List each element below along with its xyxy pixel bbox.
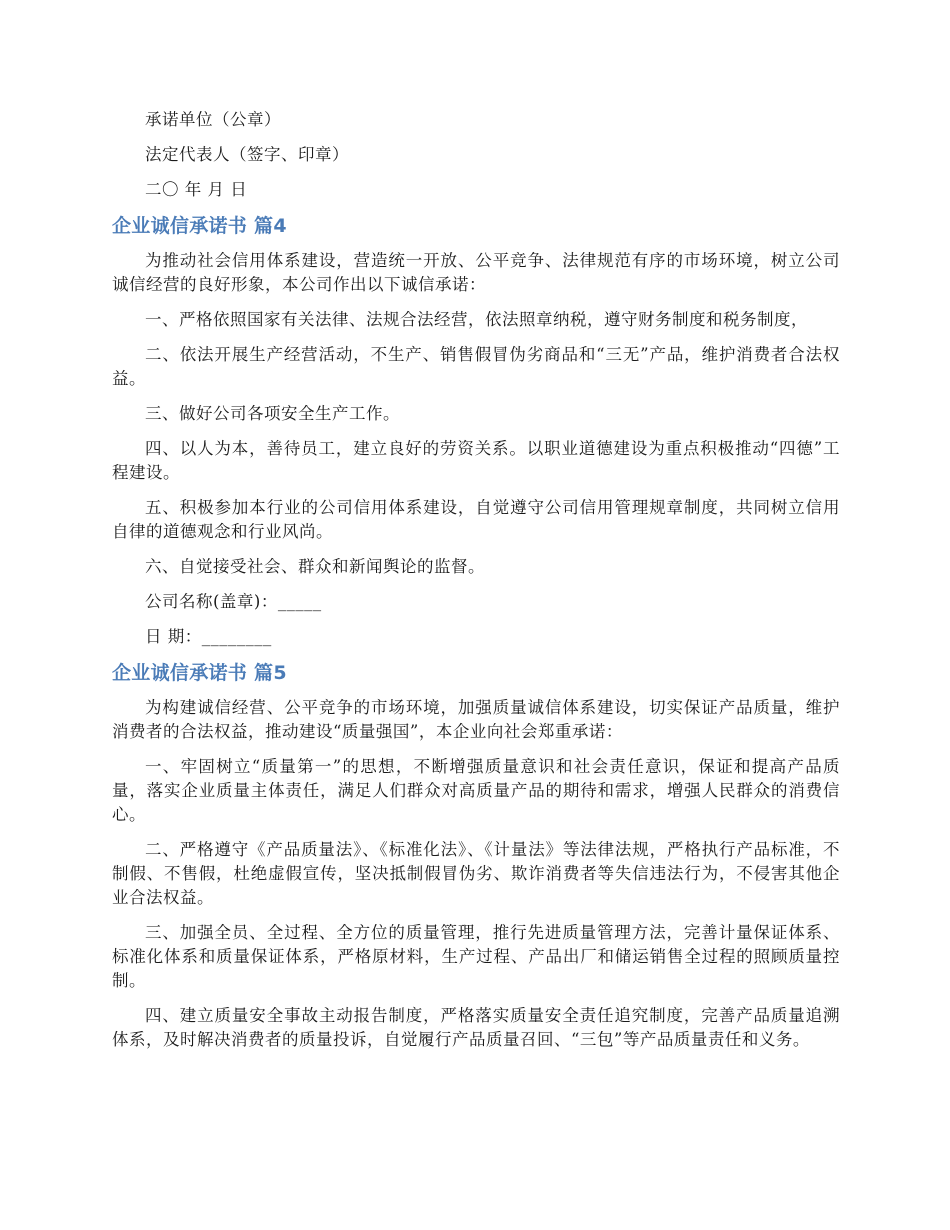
section4-item-4: 四、以人为本，善待员工，建立良好的劳资关系。以职业道德建设为重点积极推动“四德”工程建设。	[112, 439, 840, 482]
date-line: 二〇 年 月 日	[145, 180, 248, 199]
section5-item-3: 三、加强全员、全过程、全方位的质量管理，推行先进质量管理方法，完善计量保证体系、标准化体系和质量保证体系，严格原材料，生产过程、产品出厂和储运销售全过程的照顾质量控制。	[112, 923, 840, 990]
section-heading-4: 企业诚信承诺书 篇4	[112, 215, 287, 237]
section4-item-5: 五、积极参加本行业的公司信用体系建设，自觉遵守公司信用管理规章制度，共同树立信用自律的道德观念和行业风尚。	[112, 498, 840, 541]
section4-item-3: 三、做好公司各项安全生产工作。	[145, 404, 400, 423]
section-heading-5: 企业诚信承诺书 篇5	[112, 662, 287, 684]
company-name-field: 公司名称(盖章)：_____	[145, 592, 322, 611]
legal-representative-line: 法定代表人（签字、印章）	[145, 145, 349, 164]
section5-item-1: 一、牢固树立“质量第一”的思想，不断增强质量意识和社会责任意识，保证和提高产品质量，落实企业质量主体责任，满足人们群众对高质量产品的期待和需求，增强人民群众的消费信心。	[112, 757, 840, 824]
signature-unit-line: 承诺单位（公章）	[145, 110, 281, 129]
document-page	[112, 108, 840, 1063]
section4-item-1: 一、严格依照国家有关法律、法规合法经营，依法照章纳税，遵守财务制度和税务制度，	[145, 310, 808, 329]
section4-item-2: 二、依法开展生产经营活动，不生产、销售假冒伪劣商品和“三无”产品，维护消费者合法权益。	[112, 345, 840, 388]
section4-item-6: 六、自觉接受社会、群众和新闻舆论的监督。	[145, 557, 485, 576]
section5-item-2: 二、严格遵守《产品质量法》、《标准化法》、《计量法》等法律法规，严格执行产品标准，不制假、不售假，杜绝虚假宣传，坚决抵制假冒伪劣、欺诈消费者等失信违法行为，不侵害其他企业合法权益。	[112, 840, 840, 907]
section5-item-4: 四、建立质量安全事故主动报告制度，严格落实质量安全责任追究制度，完善产品质量追溯体系，及时解决消费者的质量投诉，自觉履行产品质量召回、“三包”等产品质量责任和义务。	[112, 1006, 840, 1049]
date-field: 日 期：________	[145, 627, 272, 646]
section5-intro: 为构建诚信经营、公平竞争的市场环境，加强质量诚信体系建设，切实保证产品质量，维护消费者的合法权益，推动建设“质量强国”，本企业向社会郑重承诺：	[112, 698, 840, 741]
section4-intro: 为推动社会信用体系建设，营造统一开放、公平竞争、法律规范有序的市场环境，树立公司诚信经营的良好形象，本公司作出以下诚信承诺：	[112, 251, 840, 294]
